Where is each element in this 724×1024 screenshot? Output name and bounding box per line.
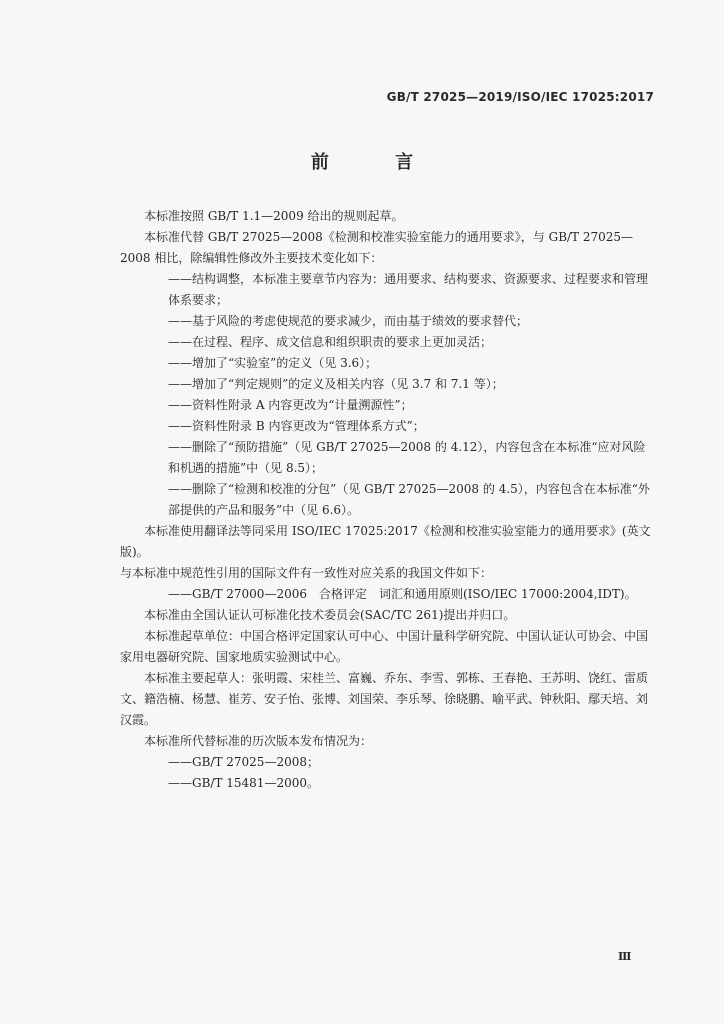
- adoption-paragraph: 本标准使用翻译法等同采用 ISO/IEC 17025:2017《检测和校准实验室能力的通用要求》(英文版)。: [120, 524, 651, 559]
- change-item: ——增加了“判定规则”的定义及相关内容（见 3.7 和 7.1 等）；: [168, 377, 504, 391]
- change-item: ——结构调整，本标准主要章节内容为：通用要求、结构要求、资源要求、过程要求和管理体系要求；: [168, 272, 649, 307]
- replacement-paragraph: 本标准代替 GB/T 27025—2008《检测和校准实验室能力的通用要求》，与 GB/T 27025—2008 相比，除编辑性修改外主要技术变化如下：: [120, 230, 634, 265]
- drafting-rule-paragraph: 本标准按照 GB/T 1.1—2009 给出的规则起草。: [144, 209, 404, 223]
- drafters-paragraph: 本标准主要起草人：张明霞、宋桂兰、富巍、乔东、李雪、郭栋、王春艳、王苏明、饶红、雷质文、籍浩楠、杨慧、崔芳、安子怡、张博、刘国荣、李乐琴、徐晓鹏、喻平武、钟秋阳、鄢天培、刘汉霞。: [120, 671, 649, 727]
- proposer-paragraph: 本标准由全国认证认可标准化技术委员会(SAC/TC 261)提出并归口。: [144, 608, 516, 622]
- change-item: ——删除了“预防措施”（见 GB/T 27025—2008 的 4.12），内容包含在本标准“应对风险和机遇的措施”中（见 8.5）；: [168, 440, 646, 475]
- history-item: ——GB/T 15481—2000。: [168, 776, 319, 790]
- change-item: ——基于风险的考虑使规范的要求减少，而由基于绩效的要求替代；: [168, 314, 529, 328]
- page-title: 前 言: [310, 152, 444, 173]
- change-item: ——增加了“实验室”的定义（见 3.6）；: [168, 356, 378, 370]
- history-intro-paragraph: 本标准所代替标准的历次版本发布情况为：: [144, 734, 373, 748]
- reference-item: ——GB/T 27000—2006 合格评定 词汇和通用原则(ISO/IEC 17000:2004,IDT)。: [168, 587, 637, 601]
- change-item: ——资料性附录 B 内容更改为“管理体系方式”；: [168, 419, 425, 433]
- change-item: ——删除了“检测和校准的分包”（见 GB/T 27025—2008 的 4.5），内容包含在本标准“外部提供的产品和服务”中（见 6.6）。: [168, 482, 650, 517]
- change-item: ——资料性附录 A 内容更改为“计量溯源性”；: [168, 398, 413, 412]
- change-item: ——在过程、程序、成文信息和组织职责的要求上更加灵活；: [168, 335, 493, 349]
- foreword-body: [120, 206, 656, 794]
- standard-code-header: GB/T 27025—2019/ISO/IEC 17025:2017: [386, 90, 654, 104]
- page-number: Ⅲ: [618, 950, 632, 963]
- drafting-units-paragraph: 本标准起草单位：中国合格评定国家认可中心、中国计量科学研究院、中国认证认可协会、中国家用电器研究院、国家地质实验测试中心。: [120, 629, 649, 664]
- reference-intro-paragraph: 与本标准中规范性引用的国际文件有一致性对应关系的我国文件如下：: [120, 566, 493, 580]
- history-item: ——GB/T 27025—2008；: [168, 755, 319, 769]
